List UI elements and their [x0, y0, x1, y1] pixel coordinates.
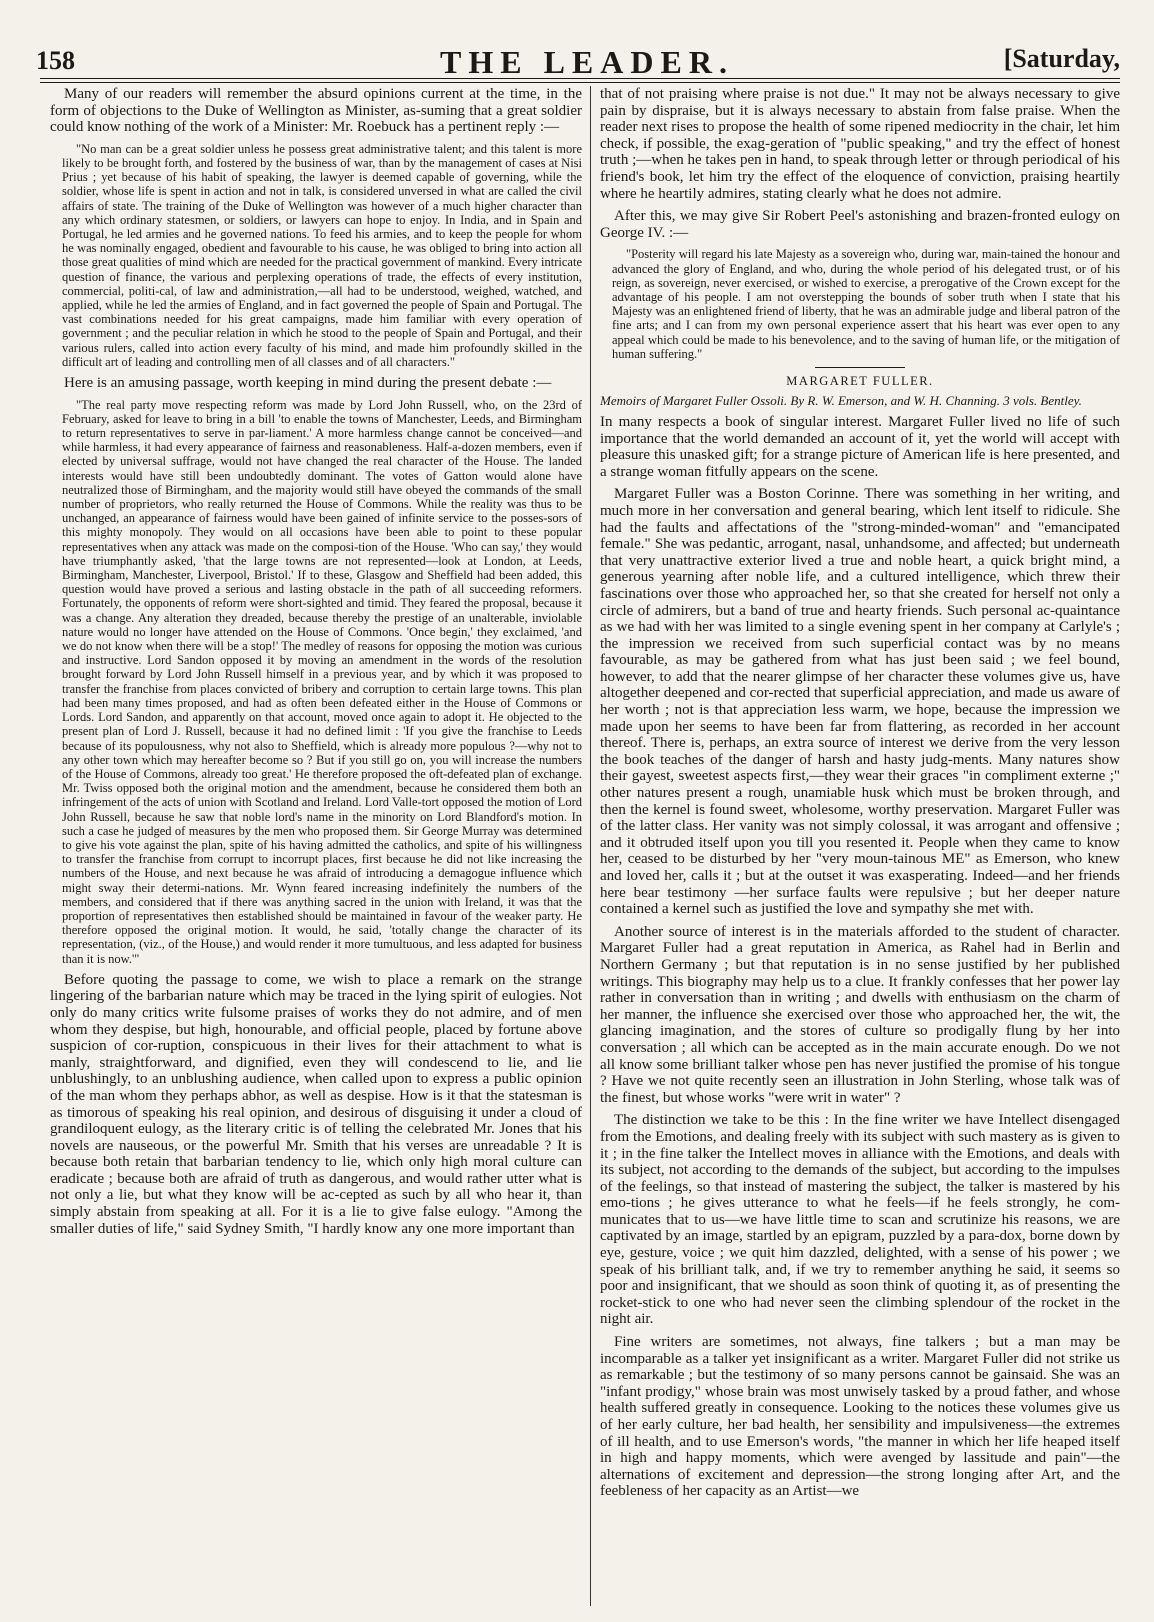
- article-heading: MARGARET FULLER.: [786, 373, 934, 388]
- section-rule: [815, 367, 905, 368]
- paragraph: After this, we may give Sir Robert Peel's astonishing and brazen-fronted eulogy on George IV. :—: [600, 208, 1120, 241]
- paragraph: Before quoting the passage to come, we wish to place a remark on the strange lingering of the barbarian nature which may be traced in the lying spirit of eulogies. Not only do many critics write fulsome praises of works they do not admire, and of men whom they despise, but high, honourable, and official people, placed by fortune above suspicion of cor-ruption, conspicuous in their lives for their attachment to what is manly, straightforward, and dignified, even they will condescend to lie, and lie unblushingly, to an unblushing audience, when called upon to express a public opinion of the man whom they perhaps abhor, as well as despise. How is it that the statesman is as timorous of speaking his real opinion, and desirous of disguising it under a cloud of grandiloquent eulogy, as the literary critic is of telling the celebrated Mr. Jones that his novels are nauseous, or the powerful Mr. Smith that his verses are unreadable ? It is because both retain that barbarian tendency to lie, which only high moral culture can eradicate ; because both are afraid of truth as dangerous, and would rather utter what is not only a lie, but what they know will be ac-cepted as such by all who hear it, than simply abstain from speaking at all. For it is a lie to give false eulogy. "Among the smaller duties of life," said Sydney Smith, "I hardly know any one more important than: [50, 971, 582, 1237]
- quoted-passage: "No man can be a great soldier unless he possess great administrative talent; and this talent is more likely to be brought forth, and fostered by the business of war, than by the management of cases at Nisi Prius ; yet because of his habit of speaking, the lawyer is deemed capable of governing, while the soldier, whose life is spent in action and not in talk, is considered unversed in what are called the civil affairs of state. The training of the Duke of Wellington was however of a much higher character than any which ordinary statesmen, or soldiers, or lawyers can hope to enjoy. In India, and in Spain and Portugal, he led armies and he governed nations. To feed his armies, and to keep the people for whom he was nominally engaged, obedient and favourable to his cause, he was obliged to bring into action all those great qualities of mind which are needed for the practical government of mankind. Every intricate question of finance, the various and perplexing operations of trade, the effects of every institution, commercial, politi-cal, of law and administration,—all had to be understood, weighed, watched, and applied, while he led the armies of England, and in fact governed the people of Spain and Portugal. The vast combinations needed for his great campaigns, made him familiar with every operation of government ; and the peculiar relation in which he stood to the people of Spain and Portugal, and their various rulers, called into action every faculty of his mind, and made him profoundly skilled in the difficult art of leading and controlling men of all classes and of all characters.": [62, 141, 582, 369]
- paragraph: that of not praising where praise is not due." It may not be always necessary to give pain by dispraise, but it is always necessary to abstain from false praise. When the reader next rises to propose the health of some ripened mediocrity in the chair, let him check, if possible, the exag-geration of "public speaking," and try the effect of honest truth ;—when he takes pen in hand, to speak through letter or through periodical of his friend's book, let him try the effect of the eloquence of conviction, praising heartily where he heartily admires, stating clearly what he does not admire.: [600, 86, 1120, 202]
- paragraph: The distinction we take to be this : In the fine writer we have Intellect disengaged from the Emotions, and dealing freely with its subject with such mastery as is given to it ; in the fine talker the Intellect moves in alliance with the Emotions, and deals with its subject, not according to the demands of the subject, but according to the impulses of the feelings, so that instead of mastering the subject, the talker is mastered by his emo-tions ; he gives utterance to what he feels—if he feels strongly, he com-municates that to us—we have little time to scan and scrutinize his reasons, we are captivated by an image, startled by an epigram, puzzled by a para-dox, borne down by eye, gesture, voice ; we quit him dazzled, delighted, with a sense of his power ; we speak of his brilliant talk, and, if we try to remember anything he said, it seems so poor and insignificant, that we should as soon think of quoting it, as of presenting the rocket-stick to one who had never seen the climbing splendour of the rocket in the night air.: [600, 1112, 1120, 1328]
- header-rule-double: [40, 82, 1120, 83]
- column-divider: [590, 86, 591, 1606]
- right-column: [600, 86, 1120, 1606]
- paragraph: Fine writers are sometimes, not always, fine talkers ; but a man may be incomparable as a talker yet insignificant as a writer. Margaret Fuller did not strike us as remarkable ; but the testimony of so many persons cannot be gainsaid. She was an "infant prodigy," whose brain was most unwisely tasked by a proud father, and whose health suffered greatly in consequence. Looking to the notices these volumes give us of her early culture, her bad health, her sensibility and impulsiveness—the extremes of ill health, and to use Emerson's words, "the manner in which her life heaped itself in high and happy moments, which were avenged by lassitude and pain"—the alternations of excitement and depression—the strong longing after Art, and the feebleness of her capacity as an Artist—we: [600, 1334, 1120, 1500]
- paragraph: In many respects a book of singular interest. Margaret Fuller lived no life of such importance that the world demanded an account of it, yet the world will accept with pleasure this unasked gift; for a strange picture of American life is here presented, and a strange woman fitfully appears on the scene.: [600, 413, 1120, 480]
- page-number: 158: [36, 46, 75, 75]
- quoted-passage: "Posterity will regard his late Majesty as a sovereign who, during war, main-tained the honour and advanced the glory of England, and who, during the whole period of his delegated trust, or of his reign, as sovereign, never exercised, or wished to exercise, a prerogative of the Crown except for the advantage of his people. I am not overstepping the bounds of sober truth when I state that his Majesty was an enlightened friend of liberty, that he was an admirable judge and liberal patron of the fine arts; and I can from my own personal experience assert that his heart was ever open to any appeal which could be made to his benevolence, and to the saving of human life, or the mitigation of human suffering.": [612, 247, 1120, 361]
- issue-day: [Saturday,: [1003, 44, 1120, 73]
- book-citation: Memoirs of Margaret Fuller Ossoli. By R. W. Emerson, and W. H. Channing. 3 vols. Bentley.: [600, 392, 1082, 408]
- paragraph: Another source of interest is in the materials afforded to the student of character. Margaret Fuller had a great reputation in America, as Rahel had in Berlin and Northern Germany ; but that reputation is in no sense justified by her published writings. This biography may help us to a clue. It frankly confesses that her power lay rather in conversation than in writing ; and dwells with enthusiasm on the charm of her manner, the influence she exercised over those who approached her, the wit, the glancing imagination, and the stores of culture so prodigally flung by her into conversation ; all which can be accepted as in the main accurate enough. Do we not all know some brilliant talker whose pen has never justified the promise of his tongue ? Have we not quite recently seen an illustration in John Sterling, whose talk was of the finest, but whose works "were writ in water" ?: [600, 923, 1120, 1106]
- left-column: [50, 86, 582, 1606]
- header-rule: [40, 78, 1120, 79]
- masthead: [0, 0, 1154, 80]
- newspaper-title: THE LEADER.: [440, 44, 734, 80]
- quoted-passage: "The real party move respecting reform was made by Lord John Russell, who, on the 23rd of February, asked for leave to bring in a bill 'to enable the towns of Manchester, Leeds, and Birmingham to return representatives to serve in par-liament.' A more harmless change cannot be conceived—and while harmless, it had every appearance of fairness and reasonableness. Half-a-dozen members, even if elected by universal suffrage, would not have changed the real character of the House. The landed interests would have still been undoubtedly dominant. The votes of Gatton would alone have neutralized those of Birmingham, and the majority would still have obeyed the commands of the small number of proprietors, who really returned the House of Commons. While the reality was thus to be unchanged, an appearance of fairness would have been gained of infinite service to the posses-sors of this mighty monopoly. They would on all occasions have been able to point to these popular representatives when any attack was made on the composi-tion of the House. 'Who can say,' they would have triumphantly asked, 'that the large towns are not represented—look at London, at Leeds, Birmingham, Manchester, Liverpool, Bristol.' If to these, Glasgow and Sheffield had been added, this question would have proved a serious and lasting obstacle in the path of all succeeding reformers. Fortunately, the opponents of reform were short-sighted and timid. They feared the proposal, because it was a change. Any alteration they dreaded, because thereby the prestige of an unalterable, inviolable nature would no longer have attended on the House of Commons. 'Once begin,' they exclaimed, 'and we do not know when there will be a stop!' The medley of reasons for opposing the motion was curious and instructive. Lord Sandon opposed it by moving an amendment in the words of the resolution brought forward by Lord John Russell himself in a previous year, and by which it was proposed to transfer the franchise from places convicted of bribery and corruption to certain large towns. This plan had been many times proposed, and had as often been defeated either in the House of Commons or Lords. Lord Sandon, and apparently on that account, moved once again to adopt it. He objected to the present plan of Lord J. Russell, because it had no defined limit : 'If you give the franchise to Leeds because of its populousness, why not also to Sheffield, which is already more populous ?—why not to any other town which may hereafter become so ? But if you still go on, you will increase the numbers of the House of Commons, already too great.' He therefore proposed the oft-defeated plan of exchange. Mr. Twiss opposed both the original motion and the amendment, because he considered them both an infringement of the acts of union with Scotland and Ireland. Lord Valle-tort opposed the motion of Lord John Russell, because he saw that noble lord's name in the minority on Lord Blandford's motion. In such a case he judged of measures by the men who proposed them. Sir George Murray was determined to give his vote against the plan, spite of his having admitted the catholics, and spite of his willingness to transfer the franchise from corrupt to incorrupt places, first because he did not like increasing the numbers of the House, and next because he was afraid of introducing a demagogue influence which might sway their determi-nations. Mr. Wynn feared increasing indefinitely the numbers of the members, and considered that if there was anything sacred in the union with Ireland, it was that the proportion of representatives then established should be maintained in favour of the weaker party. He therefore opposed the original motion. It would, he said, 'totally change the character of its representation, (viz., of the House,) and would render it more tumultuous, and less adapted for business than it is now.'": [62, 397, 582, 966]
- paragraph: Many of our readers will remember the absurd opinions current at the time, in the form of objections to the Duke of Wellington as Minister, as-suming that a great soldier could know nothing of the work of a Minister: Mr. Roebuck has a pertinent reply :—: [50, 86, 582, 136]
- paragraph: Margaret Fuller was a Boston Corinne. There was something in her writing, and much more in her conversation and general bearing, which lent itself to ridicule. She had the faults and affectations of the "strong-minded-woman" and "emancipated female." She was pedantic, arrogant, nasal, unhandsome, and affected; but underneath that very unattractive exterior lived a true and noble heart, a quick bright mind, a generous yearning after noble life, and a cultured intelligence, which threw their fascinations over those who approached her, so that she created for herself not only a circle of admirers, but a band of true and hearty friends. Such personal ac-quaintance as we had with her was limited to a single evening spent in her company at Carlyle's ; the impression we received from such superficial contact was by no means favourable, as may be gathered from what has just been said ; we feel bound, however, to add that the nearer glimpse of her character these volumes give us, have altogether deepened and cor-rected that superficial appreciation, and made us aware of her worth ; not is that appreciation less warm, we hope, because the impression we made upon her seems to have been far from flattering, as recorded in her account thereof. There is, perhaps, an extra source of interest we derive from the very lesson the book teaches of the danger of harsh and hasty judg-ments. Many natures show their gayest, sweetest aspects first,—they wear their graces "in compliment externe ;" other natures present a rough, unamiable husk which must be broken through, and then the kernel is found sweet, wholesome, worthy preservation. Margaret Fuller was of the latter class. Her vanity was not simply colossal, it was arrogant and offensive ; and it obtruded itself upon you till you resented it. People when they came to know her, ceased to be disturbed by her "very moun-tainous ME" as Emerson, who knew and loved her, calls it ; but at the outset it was exasperating. Indeed—and her friends here bear testimony —her surface faults were repulsive ; but her deeper nature contained a kernel such as justified the love and sympathy she met with.: [600, 486, 1120, 918]
- paragraph: Here is an amusing passage, worth keeping in mind during the present debate :—: [64, 375, 552, 392]
